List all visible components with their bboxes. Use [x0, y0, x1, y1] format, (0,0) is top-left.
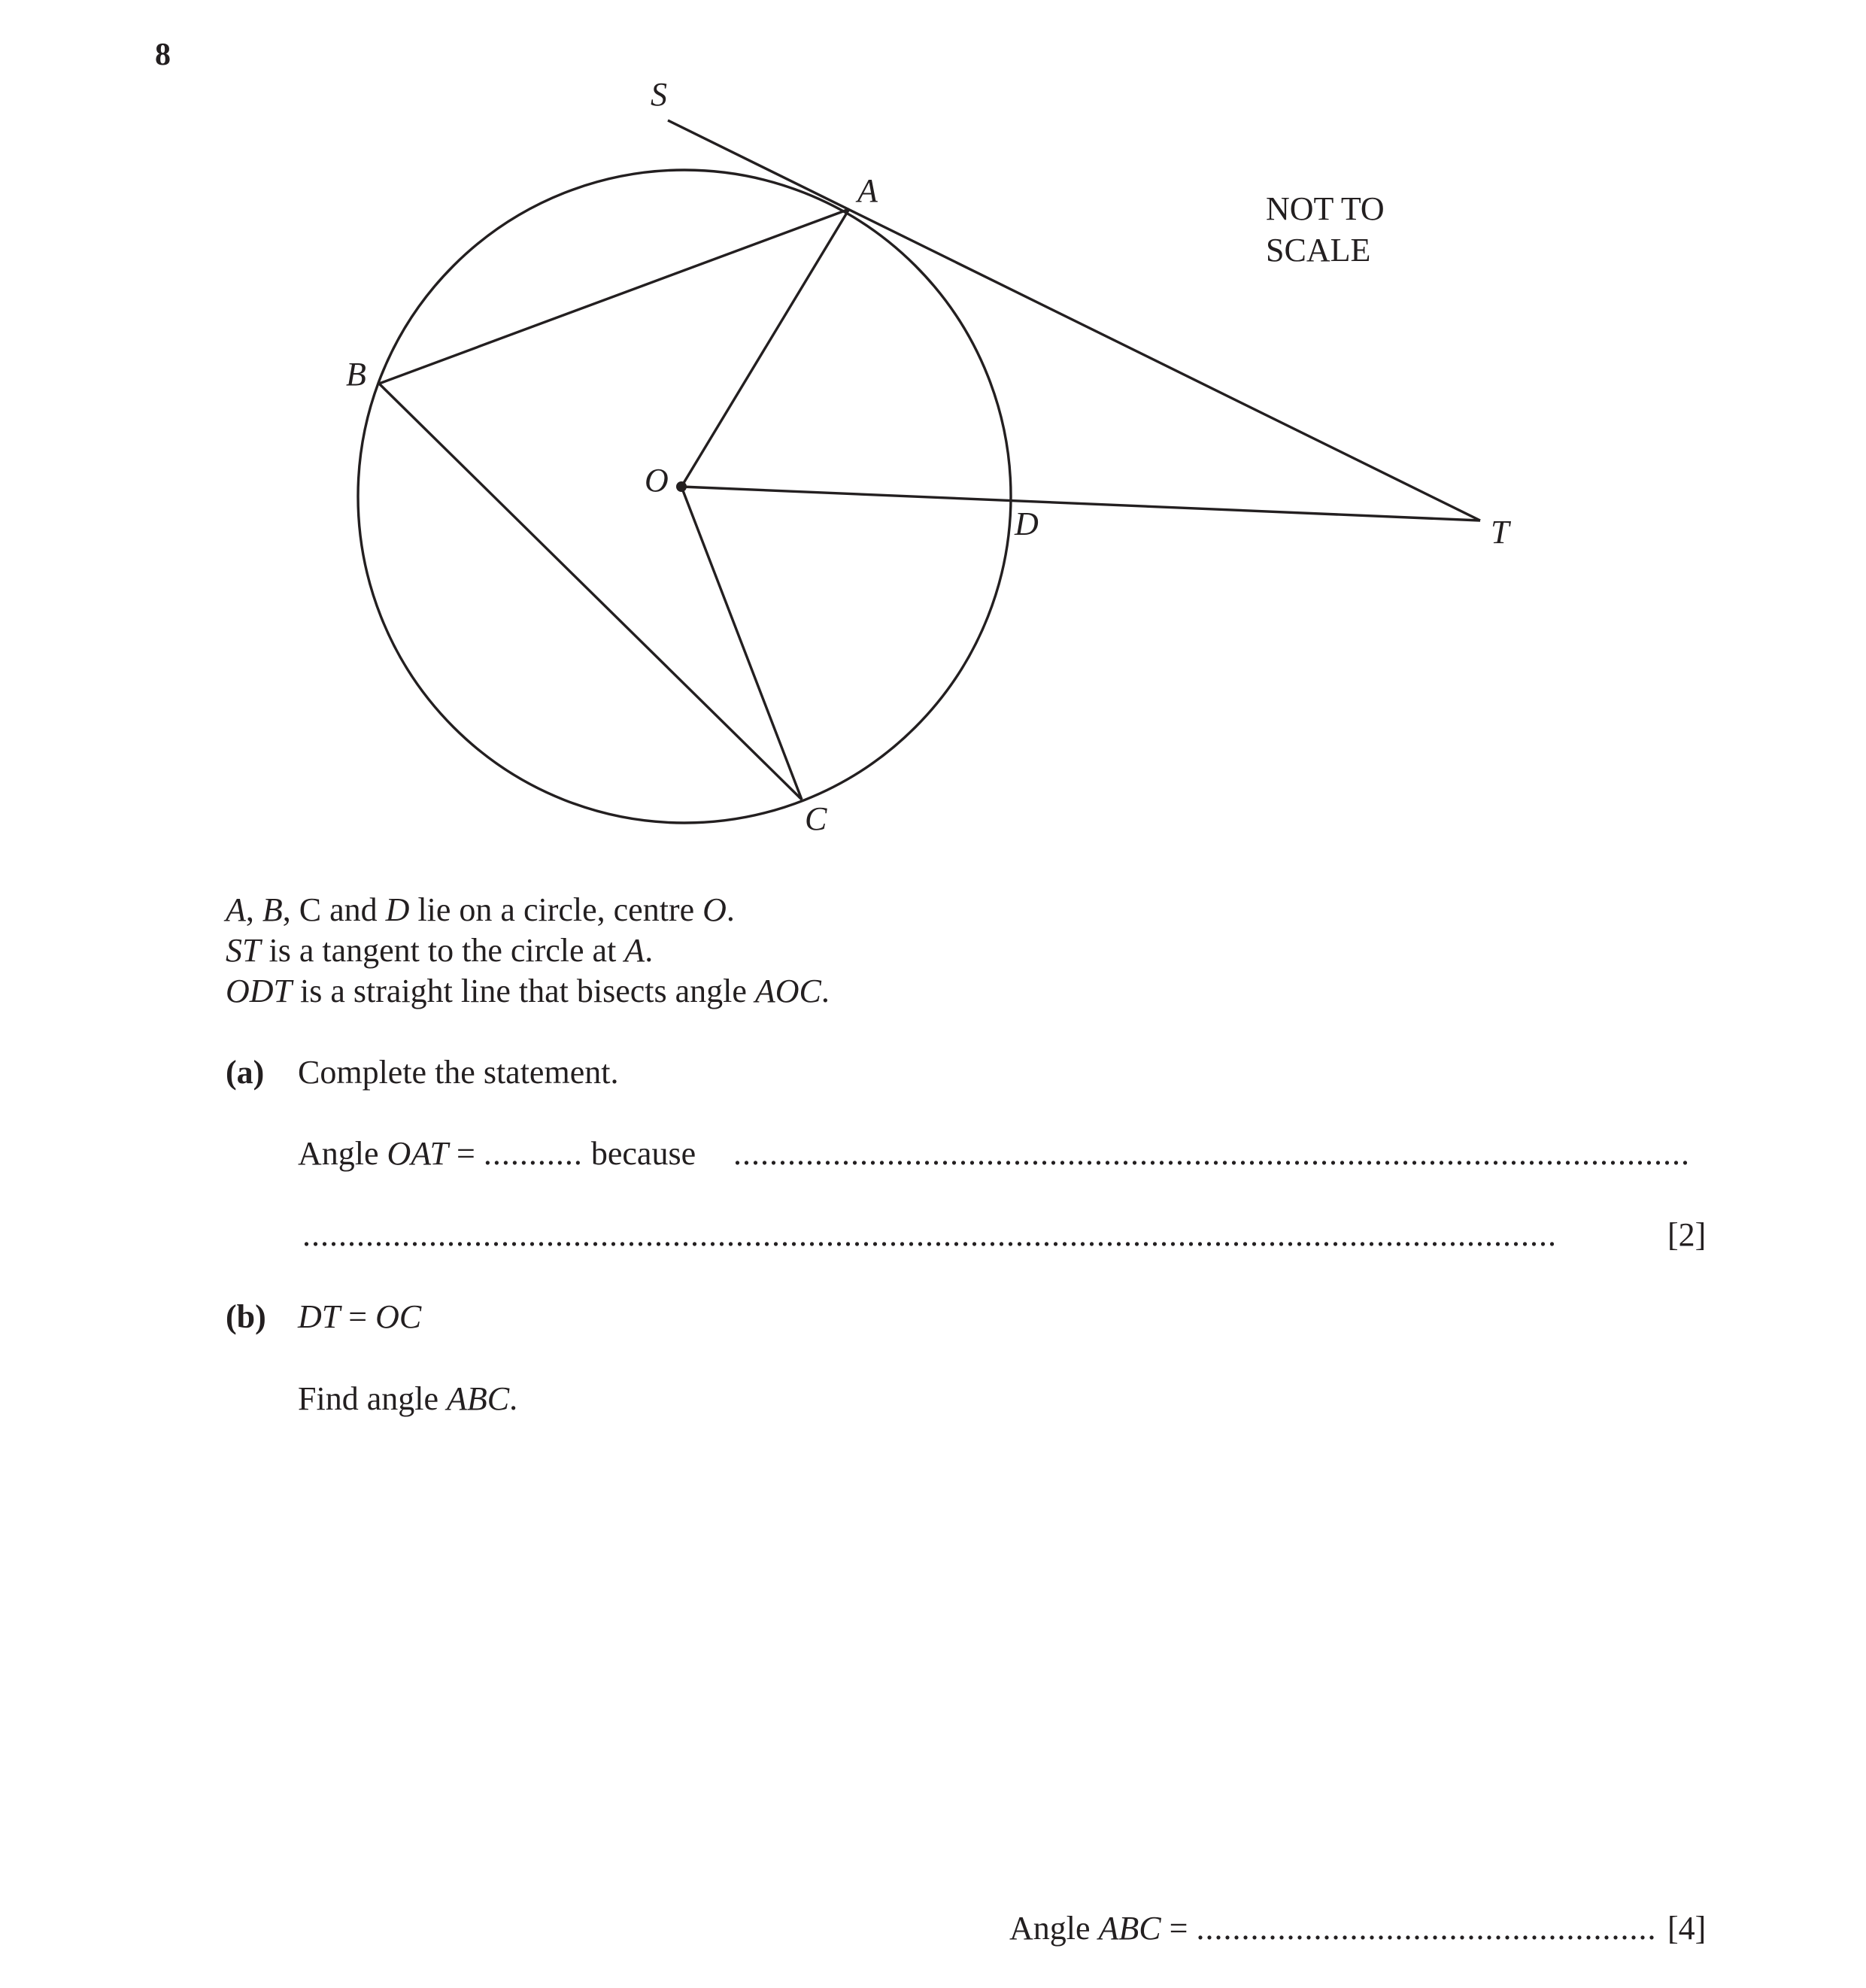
part-b-answer-line: Angle ABC = ...................................................: [1009, 1910, 1657, 1947]
intro-line-2: ST is a tangent to the circle at A.: [226, 932, 654, 969]
angle-answer-space[interactable]: ...........: [483, 1135, 583, 1172]
radius-oc: [681, 487, 802, 800]
reason-answer-space-1[interactable]: ..........................................................................................................: [733, 1135, 1690, 1172]
label-o: O: [645, 462, 669, 499]
part-a-instruction: Complete the statement.: [298, 1054, 619, 1091]
not-to-scale-line1: NOT TO: [1266, 190, 1385, 227]
label-s: S: [651, 76, 667, 113]
intro-line-3: ODT is a straight line that bisects angle AOC.: [226, 973, 830, 1009]
part-b-given: DT = OC: [298, 1298, 422, 1335]
part-b-instruction: Find angle ABC.: [298, 1380, 518, 1417]
chord-bc: [379, 384, 802, 800]
question-number: 8: [155, 38, 171, 72]
reason-answer-space-2[interactable]: ...........................................................................................................................................: [302, 1216, 1557, 1253]
not-to-scale-line2: SCALE: [1266, 232, 1371, 269]
label-a: A: [857, 172, 878, 209]
intro-line-1: A, B, C and D lie on a circle, centre O.: [226, 891, 735, 928]
chord-ab: [379, 209, 849, 384]
label-d: D: [1015, 505, 1039, 542]
radius-oa: [681, 209, 849, 487]
label-b: B: [346, 356, 366, 393]
part-b-label: (b): [226, 1298, 266, 1335]
part-b-marks: [4]: [1667, 1910, 1707, 1947]
part-a-marks: [2]: [1667, 1216, 1707, 1253]
centre-point-o: [676, 481, 687, 492]
label-c: C: [805, 800, 827, 837]
circle-geometry-diagram: [0, 0, 1866, 842]
tangent-line-st: [668, 120, 1480, 521]
part-a-statement: Angle OAT = ........... because: [298, 1135, 696, 1172]
angle-abc-answer-space[interactable]: ...................................................: [1196, 1910, 1657, 1947]
part-a-label: (a): [226, 1054, 265, 1091]
line-odt: [681, 487, 1480, 521]
label-t: T: [1491, 514, 1509, 551]
